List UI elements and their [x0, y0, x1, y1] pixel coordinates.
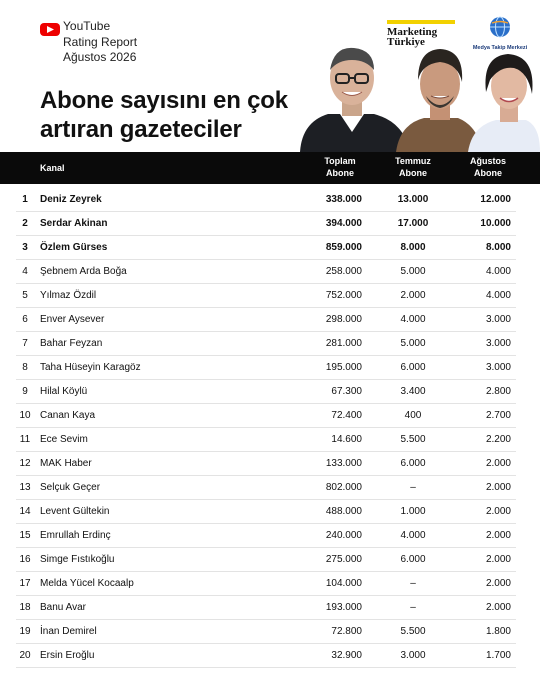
column-header-temmuz-line1: Temmuz — [395, 156, 431, 166]
report-name: Rating Report — [63, 34, 138, 49]
channel-name-cell: Banu Avar — [40, 602, 86, 613]
table-row — [0, 548, 540, 572]
august-subscribers-cell: 2.000 — [485, 482, 511, 493]
rank-cell: 16 — [19, 554, 31, 565]
table-row — [0, 212, 540, 236]
page-title — [40, 86, 288, 144]
photo-person-1 — [300, 48, 410, 152]
total-subscribers-cell: 275.000 — [325, 554, 362, 565]
july-subscribers-cell: – — [410, 482, 416, 493]
table-row — [0, 332, 540, 356]
july-subscribers-cell: 4.000 — [400, 314, 426, 325]
rank-cell: 20 — [19, 650, 31, 661]
table-row — [0, 596, 540, 620]
channel-name-cell: Levent Gültekin — [40, 506, 110, 517]
table-row — [0, 356, 540, 380]
rank-cell: 5 — [22, 290, 28, 301]
august-subscribers-cell: 10.000 — [480, 218, 511, 229]
august-subscribers-cell: 1.800 — [485, 626, 511, 637]
title-line-2: artıran gazeteciler — [40, 116, 242, 143]
july-subscribers-cell: 3.400 — [400, 386, 426, 397]
july-subscribers-cell: 5.500 — [400, 434, 426, 445]
august-subscribers-cell: 2.800 — [485, 386, 511, 397]
logo-marketing-word: Marketing — [387, 26, 438, 38]
total-subscribers-cell: 281.000 — [325, 338, 362, 349]
channel-name-cell: Şebnem Arda Boğa — [40, 266, 127, 277]
column-header-kanal: Kanal — [40, 163, 65, 173]
total-subscribers-cell: 133.000 — [325, 458, 362, 469]
july-subscribers-cell: 1.000 — [400, 506, 426, 517]
july-subscribers-cell: 5.000 — [400, 338, 426, 349]
july-subscribers-cell: 5.000 — [400, 266, 426, 277]
august-subscribers-cell: 4.000 — [485, 266, 511, 277]
channel-name-cell: Simge Fıstıkoğlu — [40, 554, 115, 565]
august-subscribers-cell: 3.000 — [485, 338, 511, 349]
august-subscribers-cell: 2.000 — [485, 530, 511, 541]
rank-cell: 8 — [22, 362, 28, 373]
rank-cell: 18 — [19, 602, 31, 613]
total-subscribers-cell: 802.000 — [325, 482, 362, 493]
august-subscribers-cell: 2.000 — [485, 578, 511, 589]
total-subscribers-cell: 240.000 — [325, 530, 362, 541]
table-row — [0, 284, 540, 308]
rank-cell: 11 — [19, 434, 31, 445]
title-line-1: Abone sayısını en çok — [40, 87, 288, 114]
august-subscribers-cell: 8.000 — [485, 242, 511, 253]
total-subscribers-cell: 298.000 — [325, 314, 362, 325]
table-row — [0, 308, 540, 332]
rank-cell: 3 — [22, 242, 28, 253]
channel-name-cell: Özlem Gürses — [40, 242, 108, 253]
channel-name-cell: Deniz Zeyrek — [40, 194, 102, 205]
table-row — [0, 188, 540, 212]
rank-cell: 14 — [19, 506, 31, 517]
july-subscribers-cell: 4.000 — [400, 530, 426, 541]
rank-cell: 15 — [19, 530, 31, 541]
channel-name-cell: Canan Kaya — [40, 410, 96, 421]
platform-label: YouTube — [63, 19, 111, 33]
august-subscribers-cell: 2.000 — [485, 506, 511, 517]
globe-icon — [489, 16, 511, 38]
july-subscribers-cell: 6.000 — [400, 458, 426, 469]
channel-name-cell: Ece Sevim — [40, 434, 88, 445]
channel-name-cell: Selçuk Geçer — [40, 482, 101, 493]
column-header-toplam — [315, 155, 365, 179]
channel-name-cell: MAK Haber — [40, 458, 92, 469]
channel-name-cell: Yılmaz Özdil — [40, 290, 97, 301]
august-subscribers-cell: 3.000 — [485, 362, 511, 373]
total-subscribers-cell: 67.300 — [331, 386, 362, 397]
table-row — [0, 500, 540, 524]
august-subscribers-cell: 2.000 — [485, 458, 511, 469]
table-header — [0, 152, 540, 184]
august-subscribers-cell: 1.700 — [485, 650, 511, 661]
august-subscribers-cell: 12.000 — [480, 194, 511, 205]
photo-person-2 — [396, 49, 482, 152]
august-subscribers-cell: 3.000 — [485, 314, 511, 325]
total-subscribers-cell: 488.000 — [325, 506, 362, 517]
total-subscribers-cell: 32.900 — [331, 650, 362, 661]
channel-name-cell: Serdar Akinan — [40, 218, 108, 229]
rank-cell: 10 — [19, 410, 31, 421]
channel-name-cell: İnan Demirel — [40, 626, 97, 637]
table-row — [0, 524, 540, 548]
rank-cell: 6 — [22, 314, 28, 325]
column-header-toplam-line1: Toplam — [324, 156, 356, 166]
total-subscribers-cell: 72.800 — [331, 626, 362, 637]
total-subscribers-cell: 338.000 — [325, 194, 362, 205]
channel-name-cell: Taha Hüseyin Karagöz — [40, 362, 141, 373]
column-header-agustos — [460, 155, 516, 179]
table-row — [0, 476, 540, 500]
channel-name-cell: Bahar Feyzan — [40, 338, 103, 349]
total-subscribers-cell: 752.000 — [325, 290, 362, 301]
column-header-agustos-line2: Abone — [474, 168, 502, 178]
table-row — [0, 236, 540, 260]
channel-name-cell: Enver Aysever — [40, 314, 105, 325]
journalist-photos — [300, 36, 540, 152]
total-subscribers-cell: 394.000 — [325, 218, 362, 229]
july-subscribers-cell: 17.000 — [397, 218, 429, 229]
table-row — [0, 404, 540, 428]
total-subscribers-cell: 193.000 — [325, 602, 362, 613]
rank-cell: 17 — [19, 578, 31, 589]
logo-yellow-bar — [387, 20, 455, 24]
table-row — [0, 452, 540, 476]
july-subscribers-cell: – — [410, 602, 416, 613]
channel-name-cell: Ersin Eroğlu — [40, 650, 95, 661]
rank-cell: 4 — [22, 266, 28, 277]
column-header-temmuz-line2: Abone — [399, 168, 427, 178]
youtube-logo-icon — [40, 23, 60, 36]
july-subscribers-cell: 3.000 — [400, 650, 426, 661]
column-header-temmuz — [388, 155, 438, 179]
august-subscribers-cell: 2.700 — [485, 410, 511, 421]
july-subscribers-cell: 400 — [404, 410, 422, 421]
august-subscribers-cell: 2.200 — [485, 434, 511, 445]
rank-cell: 19 — [19, 626, 31, 637]
july-subscribers-cell: 8.000 — [400, 242, 426, 253]
rank-cell: 13 — [19, 482, 31, 493]
august-subscribers-cell: 2.000 — [485, 602, 511, 613]
photo-person-3 — [468, 54, 540, 152]
channel-name-cell: Emrullah Erdinç — [40, 530, 111, 541]
rank-cell: 2 — [22, 218, 28, 229]
table-row — [0, 644, 540, 668]
report-meta — [63, 19, 137, 66]
july-subscribers-cell: 5.500 — [400, 626, 426, 637]
august-subscribers-cell: 2.000 — [485, 554, 511, 565]
mtm-logo-text: Medya Takip Merkezi — [472, 45, 528, 51]
total-subscribers-cell: 195.000 — [325, 362, 362, 373]
table-row — [0, 572, 540, 596]
column-header-agustos-line1: Ağustos — [470, 156, 506, 166]
total-subscribers-cell: 859.000 — [325, 242, 362, 253]
august-subscribers-cell: 4.000 — [485, 290, 511, 301]
table-row — [0, 380, 540, 404]
rank-cell: 7 — [22, 338, 28, 349]
total-subscribers-cell: 104.000 — [325, 578, 362, 589]
report-period: Ağustos 2026 — [63, 50, 137, 64]
report-header — [0, 0, 540, 152]
total-subscribers-cell: 14.600 — [331, 434, 362, 445]
table-row — [0, 428, 540, 452]
total-subscribers-cell: 258.000 — [325, 266, 362, 277]
total-subscribers-cell: 72.400 — [331, 410, 362, 421]
july-subscribers-cell: 6.000 — [400, 554, 426, 565]
july-subscribers-cell: 6.000 — [400, 362, 426, 373]
table-row — [0, 260, 540, 284]
july-subscribers-cell: 2.000 — [400, 290, 426, 301]
logo-turkiye-word: Türkiye — [387, 36, 425, 48]
table-row — [0, 620, 540, 644]
column-header-toplam-line2: Abone — [326, 168, 354, 178]
table-body — [0, 188, 540, 668]
july-subscribers-cell: – — [410, 578, 416, 589]
channel-name-cell: Melda Yücel Kocaalp — [40, 578, 134, 589]
channel-name-cell: Hilal Köylü — [40, 386, 88, 397]
july-subscribers-cell: 13.000 — [397, 194, 429, 205]
rank-cell: 9 — [22, 386, 28, 397]
rank-cell: 1 — [22, 194, 28, 205]
rank-cell: 12 — [19, 458, 31, 469]
